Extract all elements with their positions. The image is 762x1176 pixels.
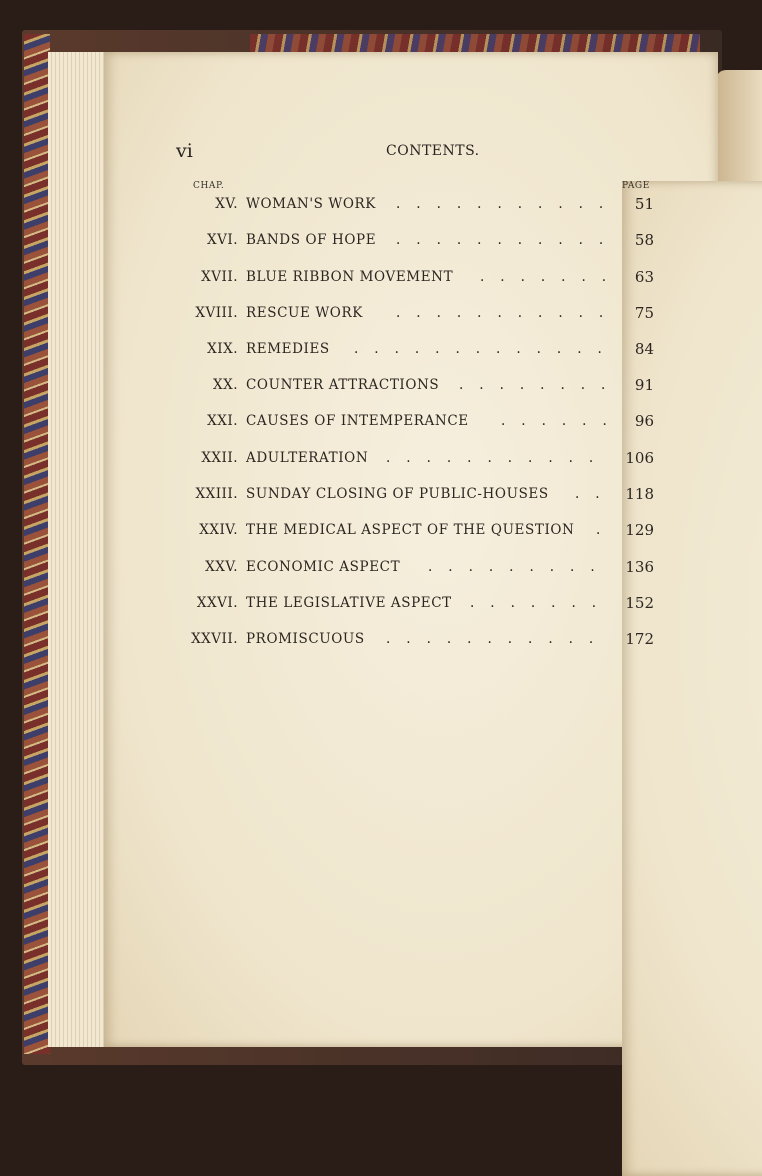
dot-leader: ......	[501, 413, 623, 429]
dot-leader: .......	[470, 595, 613, 611]
page-number: 75	[634, 304, 654, 322]
page-title: CONTENTS.	[386, 143, 480, 159]
chapter-number: XXIII.	[195, 486, 238, 502]
toc-entry	[150, 305, 660, 331]
dot-leader: .............	[354, 341, 618, 357]
page-number: 129	[625, 521, 654, 539]
toc-entry	[150, 232, 660, 258]
dot-leader: ...........	[396, 305, 620, 321]
chapter-title: BLUE RIBBON MOVEMENT	[246, 269, 454, 285]
page-number: 106	[625, 449, 654, 467]
dot-leader: .	[596, 522, 617, 538]
page-column-heading: PAGE	[622, 181, 762, 1176]
chapter-title: REMEDIES	[246, 341, 330, 357]
dot-leader: ...........	[386, 450, 610, 466]
page-number: 172	[625, 630, 654, 648]
dot-leader: .........	[428, 559, 611, 575]
page-number: 63	[634, 268, 654, 286]
page-number: 96	[634, 412, 654, 430]
page-number: 58	[634, 231, 654, 249]
chapter-number: XXV.	[205, 559, 238, 575]
toc-entry	[150, 341, 660, 367]
chapter-column-heading: CHAP.	[193, 181, 225, 191]
chapter-number: XX.	[212, 377, 238, 393]
dot-leader: ...........	[396, 232, 620, 248]
dot-leader: ........	[459, 377, 622, 393]
toc-entry	[150, 269, 660, 295]
chapter-title: BANDS OF HOPE	[246, 232, 377, 248]
chapter-title: THE LEGISLATIVE ASPECT	[246, 595, 452, 611]
running-head	[176, 140, 656, 164]
page-stack	[48, 52, 108, 1047]
page-number: 118	[625, 485, 654, 503]
toc-entry	[150, 196, 660, 222]
dot-leader: ...........	[396, 196, 620, 212]
chapter-number: XVII.	[201, 269, 238, 285]
chapter-number: XXVII.	[191, 631, 238, 647]
chapter-number: XV.	[215, 196, 238, 212]
chapter-title: RESCUE WORK	[246, 305, 363, 321]
chapter-number: XVIII.	[195, 305, 238, 321]
chapter-title: WOMAN'S WORK	[246, 196, 376, 212]
page-number: 51	[634, 195, 654, 213]
dot-leader: ...........	[386, 631, 610, 647]
dot-leader: ..	[575, 486, 616, 502]
toc-entry	[150, 559, 660, 585]
page-folio: vi	[176, 140, 193, 162]
page-number: 91	[634, 376, 654, 394]
chapter-title: ECONOMIC ASPECT	[246, 559, 401, 575]
page-number: 136	[625, 558, 654, 576]
chapter-title: ADULTERATION	[246, 450, 369, 466]
chapter-number: XVI.	[207, 232, 238, 248]
toc-entry	[150, 522, 660, 548]
page-number: 84	[634, 340, 654, 358]
page-number: 152	[625, 594, 654, 612]
toc-entry	[150, 631, 660, 657]
chapter-number: XXIV.	[199, 522, 238, 538]
chapter-title: CAUSES OF INTEMPERANCE	[246, 413, 469, 429]
toc-entry	[150, 595, 660, 621]
chapter-number: XXII.	[201, 450, 238, 466]
toc-entry	[150, 413, 660, 439]
dot-leader: .......	[480, 269, 623, 285]
chapter-title: SUNDAY CLOSING OF PUBLIC-HOUSES	[246, 486, 549, 502]
marbled-edge	[24, 34, 50, 1054]
chapter-number: XXI.	[207, 413, 238, 429]
toc-entry	[150, 450, 660, 476]
chapter-number: XXVI.	[196, 595, 238, 611]
chapter-number: XIX.	[207, 341, 238, 357]
toc-entry	[150, 486, 660, 512]
chapter-title: THE MEDICAL ASPECT OF THE QUESTION	[246, 522, 575, 538]
chapter-title: PROMISCUOUS	[246, 631, 365, 647]
chapter-title: COUNTER ATTRACTIONS	[246, 377, 440, 393]
toc-entry	[150, 377, 660, 403]
